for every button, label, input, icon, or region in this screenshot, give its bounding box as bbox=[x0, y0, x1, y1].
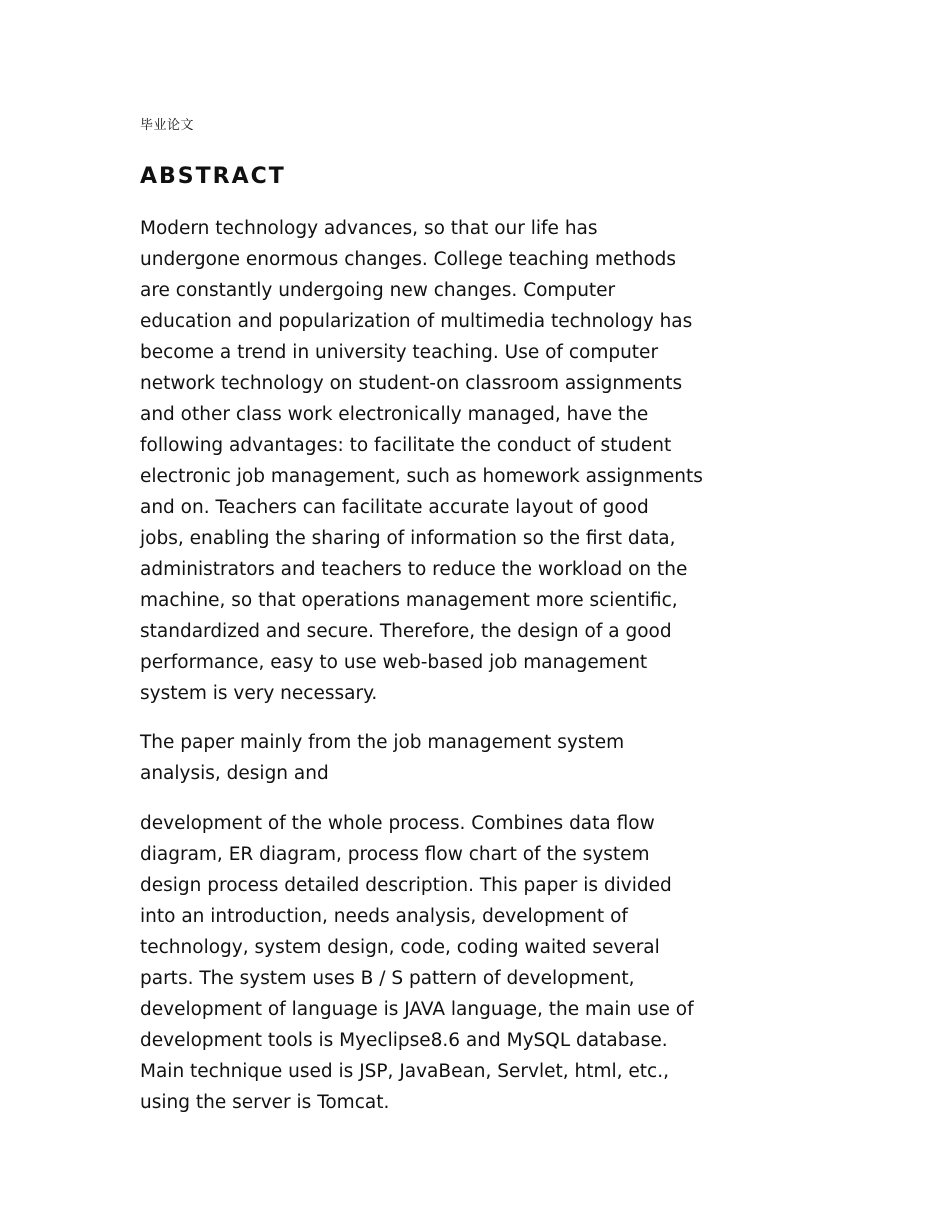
paragraph bbox=[140, 213, 840, 709]
paragraph bbox=[140, 727, 840, 789]
text-line: undergone enormous changes. College teaching methods bbox=[140, 249, 677, 270]
text-line: performance, easy to use web-based job management bbox=[140, 652, 648, 673]
paragraph bbox=[140, 808, 840, 1118]
text-line: become a trend in university teaching. Use of computer bbox=[140, 342, 659, 363]
text-line: education and popularization of multimedia technology has bbox=[140, 311, 693, 332]
text-line: are constantly undergoing new changes. Computer bbox=[140, 280, 616, 301]
text-line: development of language is JAVA language, the main use of bbox=[140, 999, 694, 1020]
abstract-heading: ABSTRACT bbox=[140, 164, 286, 189]
text-line: system is very necessary. bbox=[140, 683, 378, 704]
text-line: Modern technology advances, so that our life has bbox=[140, 218, 598, 239]
text-line: development of the whole process. Combines data flow bbox=[140, 813, 655, 834]
text-line: machine, so that operations management more scientific, bbox=[140, 590, 678, 611]
text-line: jobs, enabling the sharing of information so the first data, bbox=[140, 528, 676, 549]
text-line: development tools is Myeclipse8.6 and MySQL database. bbox=[140, 1030, 668, 1051]
text-line: Main technique used is JSP, JavaBean, Servlet, html, etc., bbox=[140, 1061, 669, 1082]
text-line: administrators and teachers to reduce the workload on the bbox=[140, 559, 688, 580]
text-line: and other class work electronically managed, have the bbox=[140, 404, 649, 425]
text-line: parts. The system uses B / S pattern of development, bbox=[140, 968, 635, 989]
text-line: and on. Teachers can facilitate accurate layout of good bbox=[140, 497, 649, 518]
text-line: technology, system design, code, coding waited several bbox=[140, 937, 660, 958]
text-line: following advantages: to facilitate the conduct of student bbox=[140, 435, 672, 456]
text-line: analysis, design and bbox=[140, 763, 329, 784]
text-line: electronic job management, such as homework assignments bbox=[140, 466, 703, 487]
text-line: design process detailed description. This paper is divided bbox=[140, 875, 672, 896]
text-line: The paper mainly from the job management system bbox=[140, 732, 625, 753]
text-line: standardized and secure. Therefore, the design of a good bbox=[140, 621, 672, 642]
text-line: using the server is Tomcat. bbox=[140, 1092, 390, 1113]
text-line: into an introduction, needs analysis, development of bbox=[140, 906, 628, 927]
text-line: network technology on student-on classroom assignments bbox=[140, 373, 683, 394]
page-header: 毕业论文 bbox=[140, 118, 195, 133]
text-line: diagram, ER diagram, process flow chart of the system bbox=[140, 844, 650, 865]
